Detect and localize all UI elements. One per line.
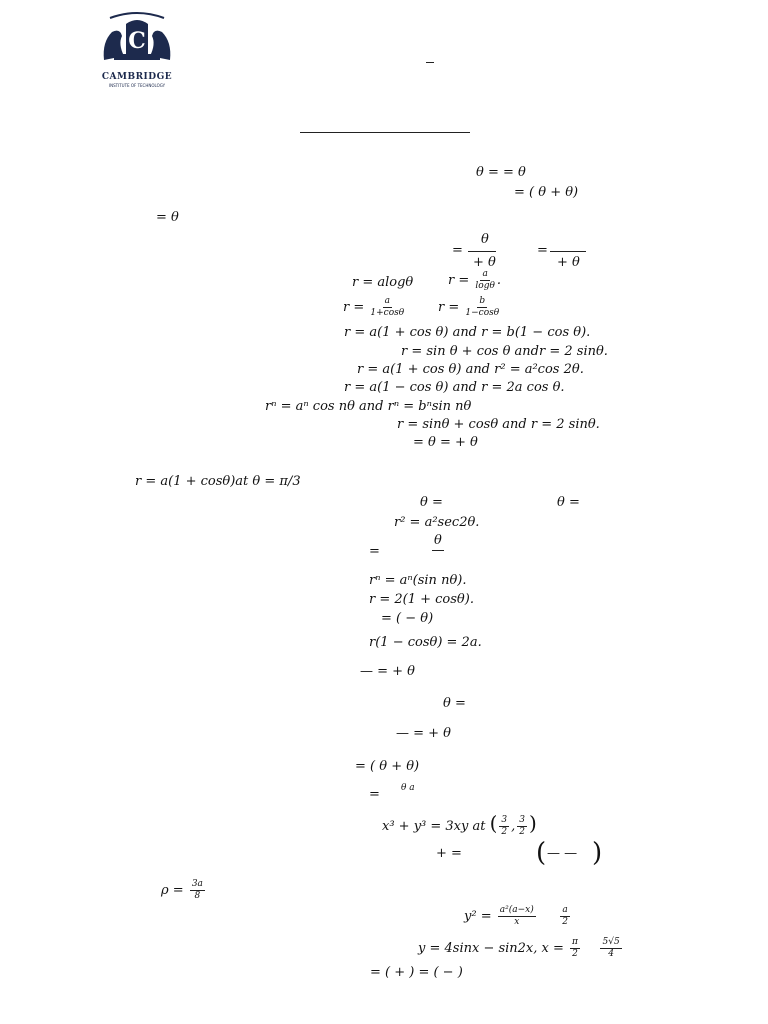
formula-line: + = bbox=[436, 846, 462, 861]
logo-subtext: INSTITUTE OF TECHNOLOGY bbox=[108, 83, 166, 88]
formula-line: = ( + ) = ( − ) bbox=[370, 965, 463, 980]
denominator: 2 bbox=[562, 917, 568, 927]
title-underline bbox=[300, 132, 470, 133]
formula-fragment: θ bbox=[434, 533, 442, 548]
formula-line: — = + θ bbox=[360, 664, 416, 679]
formula-line: r = 2(1 + cosθ). bbox=[369, 592, 474, 607]
formula-fragment: = bbox=[537, 243, 548, 258]
fraction bbox=[465, 297, 499, 318]
denominator: logθ bbox=[475, 281, 495, 291]
fraction bbox=[190, 880, 205, 901]
formula-line bbox=[418, 938, 624, 959]
fraction bbox=[370, 297, 404, 318]
denominator: 2 bbox=[501, 827, 508, 837]
formula-fragment: y = 4sinx − sin2x, x = bbox=[418, 941, 564, 956]
formula-line: rⁿ = aⁿ cos nθ and rⁿ = bⁿsin nθ bbox=[265, 399, 472, 414]
denominator: 4 bbox=[608, 949, 614, 959]
fraction bbox=[517, 816, 527, 837]
numerator: 3 bbox=[519, 815, 526, 825]
numerator: a bbox=[562, 905, 568, 915]
formula-line: = ( θ + θ) bbox=[514, 185, 579, 200]
fraction bbox=[475, 270, 494, 291]
denominator: 2 bbox=[572, 949, 578, 959]
formula-fragment: ρ = bbox=[161, 883, 184, 898]
formula-line: r = a(1 + cosθ)at θ = π/3 bbox=[135, 474, 301, 489]
formula-fragment: — — bbox=[547, 846, 578, 861]
formula-line bbox=[343, 297, 406, 318]
fraction-bar bbox=[550, 251, 586, 252]
fraction bbox=[570, 938, 580, 959]
formula-line bbox=[464, 906, 572, 927]
cambridge-logo bbox=[96, 10, 178, 92]
fraction-bar bbox=[432, 550, 444, 551]
formula-line: r² = a²sec2θ. bbox=[394, 515, 480, 530]
formula-fragment: θ a bbox=[401, 783, 415, 793]
denominator: 8 bbox=[194, 891, 201, 901]
numerator: a bbox=[482, 269, 488, 279]
denominator: 1−cosθ bbox=[465, 308, 500, 318]
formula-fragment: r = bbox=[343, 300, 365, 315]
formula-line: θ = bbox=[443, 696, 466, 711]
formula-line: = ( − θ) bbox=[381, 611, 434, 626]
formula-line: r = sinθ + cosθ and r = 2 sinθ. bbox=[397, 417, 600, 432]
formula-line: θ = = θ bbox=[476, 165, 526, 180]
formula-fragment: + θ bbox=[473, 255, 496, 270]
fraction bbox=[560, 906, 569, 927]
svg-text:C: C bbox=[128, 28, 146, 54]
formula-fragment: y² = bbox=[464, 909, 492, 924]
formula-fragment: ( bbox=[536, 838, 547, 868]
formula-fragment: = bbox=[452, 243, 463, 258]
numerator: π bbox=[572, 937, 578, 947]
formula-fragment: + θ bbox=[557, 255, 580, 270]
formula-line: r = a(1 + cos θ) and r² = a²cos 2θ. bbox=[357, 362, 584, 377]
numerator: b bbox=[479, 296, 486, 306]
formula-line: r(1 − cosθ) = 2a. bbox=[369, 635, 482, 650]
numerator: 3a bbox=[191, 879, 203, 889]
numerator: a bbox=[384, 296, 390, 306]
formula-fragment: = bbox=[369, 787, 380, 802]
formula-line: x³ + y³ = 3xy at ( $\frac{3}{2}$ , $\frac{3}{2}$ ) bbox=[382, 811, 537, 837]
fraction-bar bbox=[468, 251, 496, 252]
formula-line: θ = bbox=[420, 495, 443, 510]
fraction bbox=[499, 816, 509, 837]
formula-line: r = a(1 − cos θ) and r = 2a cos θ. bbox=[344, 380, 565, 395]
numerator: 3 bbox=[501, 815, 508, 825]
formula-fragment: = bbox=[369, 544, 380, 559]
formula-line: r = alogθ bbox=[352, 275, 414, 290]
formula-line: r = $\frac{a}{\log\theta}$ . bbox=[448, 269, 502, 291]
numerator: 5√5 bbox=[602, 937, 620, 947]
formula-fragment: ) bbox=[592, 838, 603, 868]
formula-line: rⁿ = aⁿ(sin nθ). bbox=[369, 573, 467, 588]
formula-line: — = + θ bbox=[396, 726, 452, 741]
title-dash bbox=[426, 62, 434, 63]
formula-line: r = a(1 + cos θ) and r = b(1 − cos θ). bbox=[344, 325, 591, 340]
formula-line: θ = bbox=[557, 495, 580, 510]
numerator: a²(a−x) bbox=[499, 905, 534, 915]
fraction bbox=[600, 938, 621, 959]
denominator: 1+cosθ bbox=[370, 308, 405, 318]
formula-line: r = sin θ + cos θ andr = 2 sinθ. bbox=[401, 344, 608, 359]
fraction bbox=[498, 906, 536, 927]
formula-fragment: x³ + y³ = 3xy at bbox=[382, 819, 486, 834]
formula-line: = ( θ + θ) bbox=[355, 759, 420, 774]
formula-fragment: r = bbox=[438, 300, 460, 315]
formula-fragment: θ bbox=[481, 232, 489, 247]
denominator: 2 bbox=[519, 827, 526, 837]
logo-text: CAMBRIDGE bbox=[101, 72, 173, 82]
formula-line: = θ = + θ bbox=[413, 435, 478, 450]
formula-fragment: r = bbox=[448, 273, 470, 288]
formula-line: = θ bbox=[156, 210, 179, 225]
denominator: x bbox=[514, 917, 520, 927]
formula-line bbox=[438, 297, 501, 318]
formula-line bbox=[161, 880, 207, 901]
